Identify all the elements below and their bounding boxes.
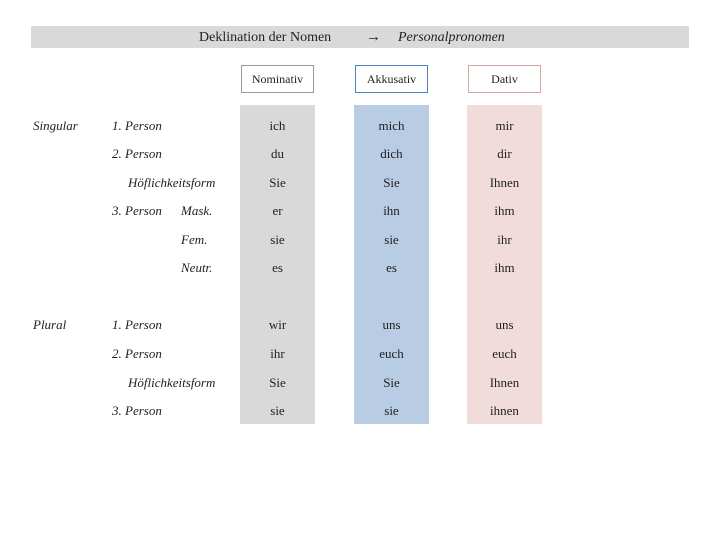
row-form: Höflichkeitsform xyxy=(128,375,216,390)
header-dativ: Dativ xyxy=(468,65,541,93)
row-form: Mask. xyxy=(181,203,213,218)
group-plural: Plural xyxy=(33,317,67,332)
cell-dativ: ihnen xyxy=(490,403,519,418)
header-akkusativ: Akkusativ xyxy=(355,65,428,93)
cell-nominativ: es xyxy=(272,260,283,275)
cell-akkusativ: euch xyxy=(379,346,404,361)
cell-dativ: euch xyxy=(492,346,517,361)
cell-nominativ: wir xyxy=(268,317,287,332)
row-person: 1. Person xyxy=(112,317,162,332)
cell-akkusativ: dich xyxy=(380,146,403,161)
cell-akkusativ: es xyxy=(386,260,397,275)
cell-akkusativ: uns xyxy=(382,317,401,332)
cell-akkusativ: mich xyxy=(378,118,405,133)
cell-nominativ: du xyxy=(271,146,284,161)
cell-akkusativ: Sie xyxy=(383,375,400,390)
row-form: Höflichkeitsform xyxy=(128,175,216,190)
cell-nominativ: sie xyxy=(270,403,285,418)
cell-akkusativ: sie xyxy=(384,403,399,418)
cell-dativ: ihm xyxy=(494,203,515,218)
cell-nominativ: Sie xyxy=(269,375,286,390)
cell-dativ: ihr xyxy=(497,232,512,247)
cell-dativ: mir xyxy=(495,118,514,133)
group-singular: Singular xyxy=(33,118,78,133)
cell-nominativ: ihr xyxy=(270,346,285,361)
cell-akkusativ: Sie xyxy=(383,175,400,190)
cell-akkusativ: sie xyxy=(384,232,399,247)
cell-dativ: ihm xyxy=(494,260,515,275)
title-target: Personalpronomen xyxy=(398,30,505,45)
title-arrow: → xyxy=(366,29,381,45)
title-main: Deklination der Nomen xyxy=(199,30,332,45)
row-person: 2. Person xyxy=(112,346,162,361)
row-person: 1. Person xyxy=(112,118,162,133)
row-person: 2. Person xyxy=(112,146,162,161)
row-form: Neutr. xyxy=(181,260,213,275)
cell-akkusativ: ihn xyxy=(383,203,400,218)
row-form: Fem. xyxy=(181,232,208,247)
title-bar xyxy=(31,26,689,48)
cell-nominativ: er xyxy=(272,203,283,218)
cell-dativ: Ihnen xyxy=(489,175,520,190)
cell-nominativ: Sie xyxy=(269,175,286,190)
row-person: 3. Person xyxy=(112,203,162,218)
header-nominativ: Nominativ xyxy=(241,65,314,93)
cell-dativ: dir xyxy=(497,146,512,161)
cell-dativ: Ihnen xyxy=(489,375,520,390)
cell-nominativ: ich xyxy=(269,118,286,133)
cell-dativ: uns xyxy=(495,317,514,332)
cell-nominativ: sie xyxy=(270,232,285,247)
row-person: 3. Person xyxy=(112,403,162,418)
